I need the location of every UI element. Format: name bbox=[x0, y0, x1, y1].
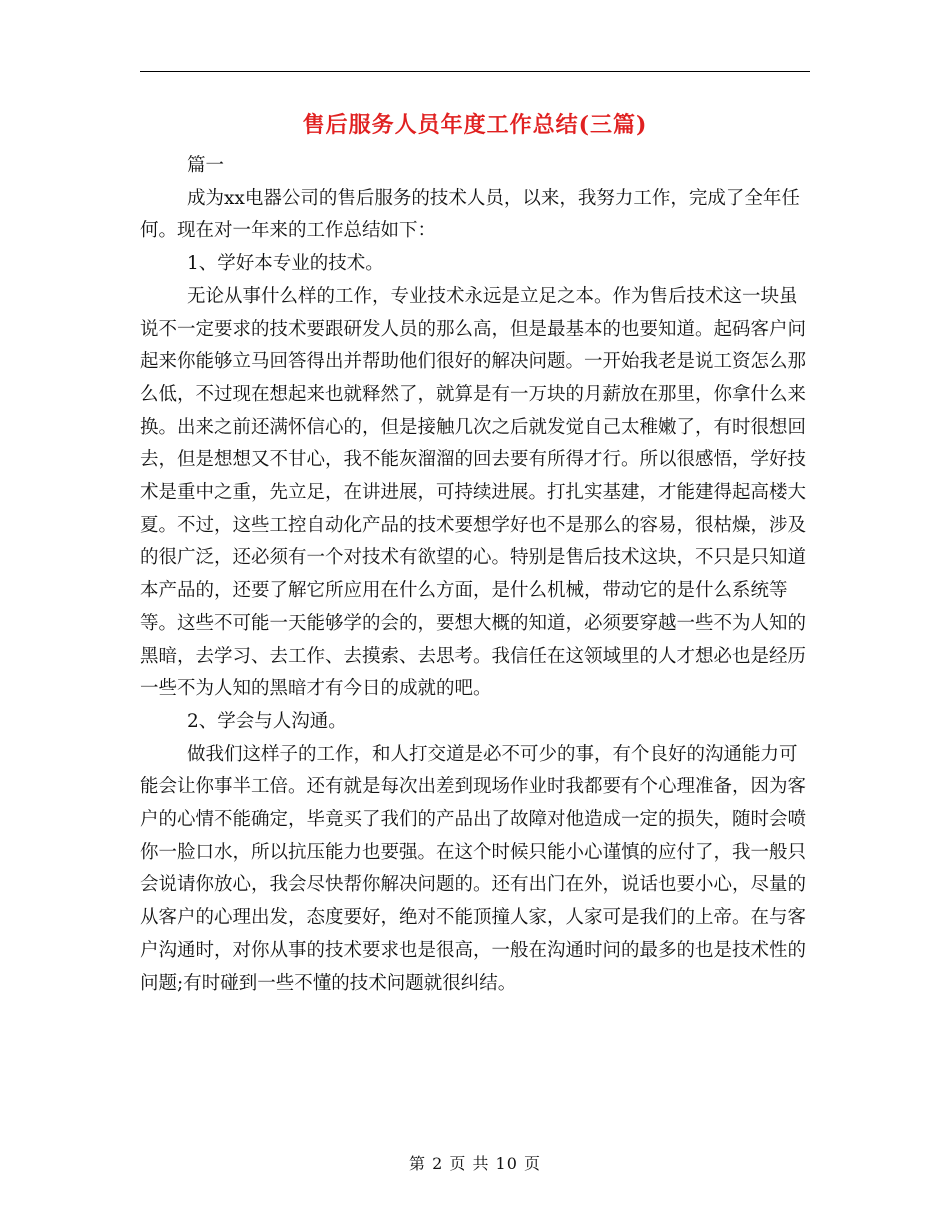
paragraph-item-2: 做我们这样子的工作，和人打交道是必不可少的事，有个良好的沟通能力可能会让你事半工倍。还有就是每次出差到现场作业时我都要有个心理准备，因为客户的心情不能确定，毕竟买了我们的产品出了故障对他造成一定的损失，随时会喷你一脸口水，所以抗压能力也要强。在这个时候只能小心谨慎的应付了，我一般只会说请你放心，我会尽快帮你解决问题的。还有出门在外，说话也要小心，尽量的从客户的心理出发，态度要好，绝对不能顶撞人家，人家可是我们的上帝。在与客户沟通时，对你从事的技术要求也是很高，一般在沟通时问的最多的也是技术性的问题;有时碰到一些不懂的技术问题就很纠结。 bbox=[140, 743, 807, 994]
paragraph-intro: 成为xx电器公司的售后服务的技术人员，以来，我努力工作，完成了全年任何。现在对一年来的工作总结如下： bbox=[140, 187, 800, 242]
paragraph-item-1: 无论从事什么样的工作，专业技术永远是立足之本。作为售后技术这一块虽说不一定要求的技术要跟研发人员的那么高，但是最基本的也要知道。起码客户问起来你能够立马回答得出并帮助他们很好的解决问题。一开始我老是说工资怎么那么低，不过现在想起来也就释然了，就算是有一万块的月薪放在那里，你拿什么来换。出来之前还满怀信心的，但是接触几次之后就发觉自己太稚嫩了，有时很想回去，但是想想又不甘心，我不能灰溜溜的回去要有所得才行。所以很感悟，学好技术是重中之重，先立足，在讲进展，可持续进展。打扎实基建，才能建得起高楼大夏。不过，这些工控自动化产品的技术要想学好也不是那么的容易，很枯燥，涉及的很广泛，还必须有一个对技术有欲望的心。特别是售后技术这块，不只是只知道本产品的，还要了解它所应用在什么方面，是什么机械，带动它的是什么系统等等。这些不可能一天能够学的会的，要想大概的知道，必须要穿越一些不为人知的黑暗，去学习、去工作、去摸索、去思考。我信任在这领域里的人才想必也是经历一些不为人知的黑暗才有今日的成就的吧。 bbox=[140, 285, 807, 700]
document-body bbox=[140, 150, 810, 1000]
header-rule bbox=[140, 71, 810, 72]
section-label: 篇一 bbox=[187, 155, 225, 176]
document-title: 售后服务人员年度工作总结(三篇) bbox=[302, 112, 648, 138]
page-number: 第 2 页 共 10 页 bbox=[409, 1154, 541, 1173]
heading-item-1: 1、学好本专业的技术。 bbox=[187, 253, 384, 275]
heading-item-2: 2、学会与人沟通。 bbox=[187, 710, 347, 732]
